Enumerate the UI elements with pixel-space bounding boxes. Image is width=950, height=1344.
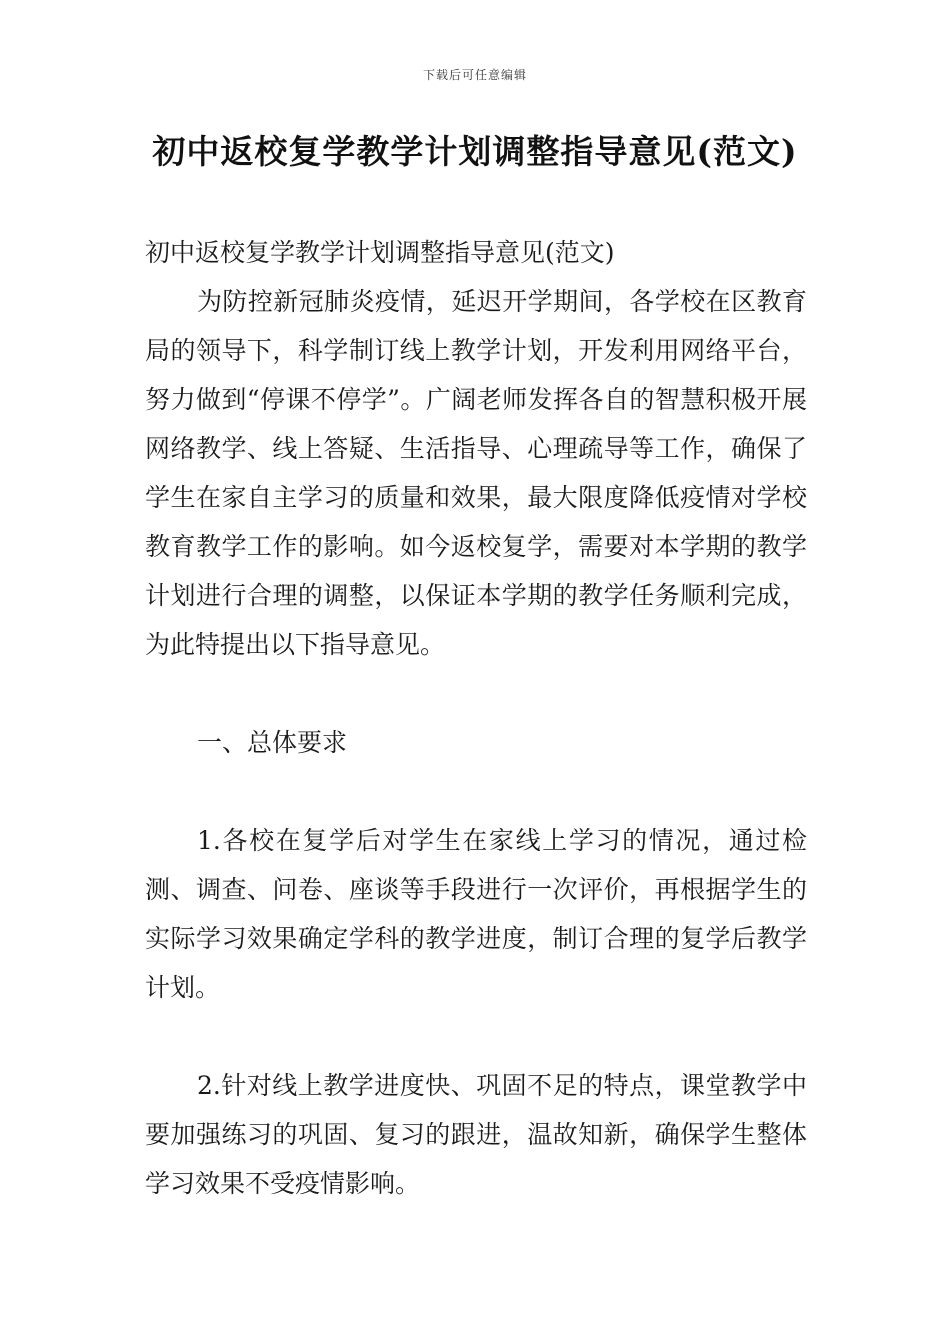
section-heading: 一、总体要求 — [197, 728, 348, 757]
document-title: 初中返校复学教学计划调整指导意见(范文) — [152, 132, 798, 171]
list-item-2: 2.针对线上教学进度快、巩固不足的特点，课堂教学中要加强练习的巩固、复习的跟进，温故知新，确保学生整体学习效果不受疫情影响。 — [145, 1071, 807, 1198]
intro-paragraph: 为防控新冠肺炎疫情，延迟开学期间，各学校在区教育局的领导下，科学制订线上教学计划，开发利用网络平台，努力做到“停课不停学”。广阔老师发挥各自的智慧积极开展网络教学、线上答疑、生活指导、心理疏导等工作，确保了学生在家自主学习的质量和效果，最大限度降低疫情对学校教育教学工作的影响。如今返校复学，需要对本学期的教学计划进行合理的调整，以保证本学期的教学任务顺利完成，为此特提出以下指导意见。 — [145, 287, 807, 659]
document-body — [145, 228, 807, 1208]
subtitle-line: 初中返校复学教学计划调整指导意见(范文) — [145, 238, 615, 267]
header-note: 下载后可任意编辑 — [422, 68, 527, 82]
list-item-1: 1.各校在复学后对学生在家线上学习的情况，通过检测、调查、问卷、座谈等手段进行一次评价，再根据学生的实际学习效果确定学科的教学进度，制订合理的复学后教学计划。 — [145, 826, 807, 1002]
